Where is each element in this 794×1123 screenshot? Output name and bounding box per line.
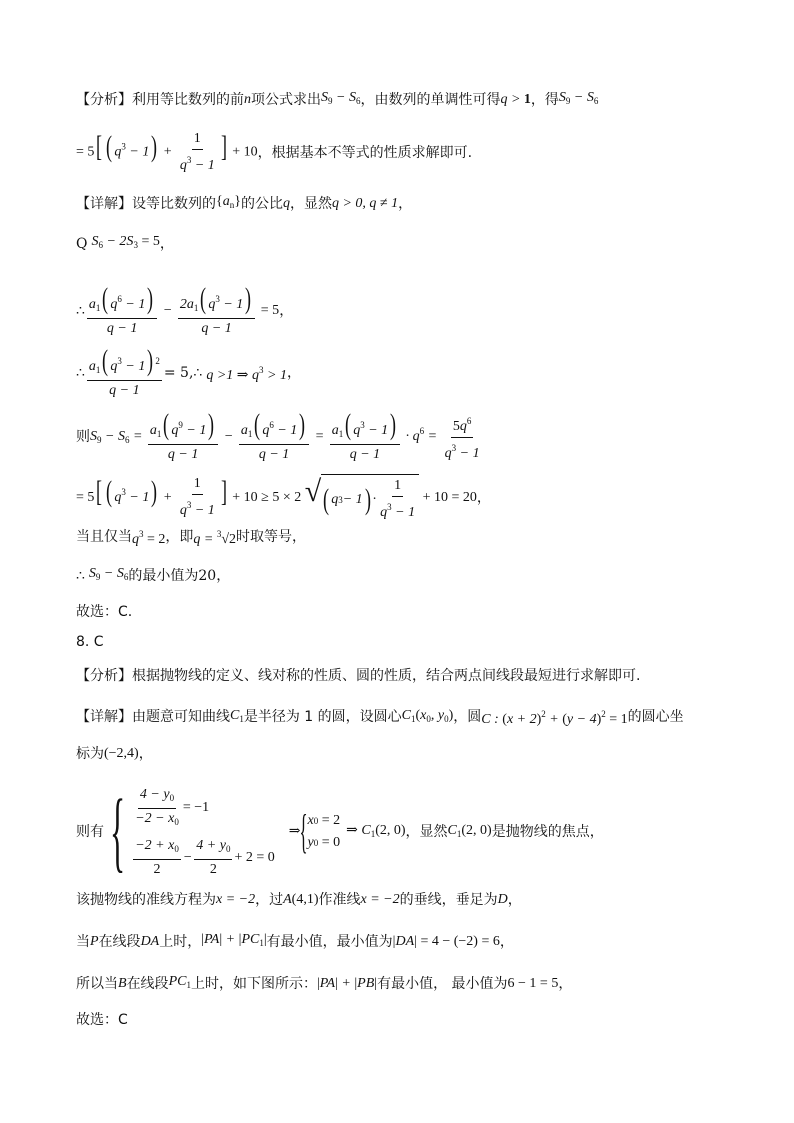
detail-line-8: [76, 564, 754, 587]
text: 有最小值， 最小值为: [377, 975, 508, 992]
detail-8-line-3: [76, 784, 754, 880]
math-expr: $C_1$: [230, 707, 244, 724]
question-8-answer: 8. C: [76, 634, 104, 650]
text: ，: [138, 746, 153, 762]
math-expr: q = $^3$√2: [193, 529, 237, 547]
text: 当且仅当: [76, 529, 132, 545]
text: 该抛物线的准线方程为: [76, 892, 216, 908]
math-expr: B: [118, 975, 127, 991]
text: 在线段: [126, 975, 169, 992]
math-expr: $\frac{a_1( q^6 - 1)}{q - 1}$ − $\frac{2a_1( q^3 - 1)}{q - 1}$ = 5: [88, 282, 280, 336]
text: ，: [499, 933, 514, 950]
text: 当: [76, 933, 90, 950]
text: ，: [398, 195, 413, 212]
math-expr: x = −2: [360, 892, 400, 907]
text: 的圆心坐: [627, 709, 684, 725]
math-expr: DA: [140, 933, 160, 949]
math-expr: |PA| + |PB|: [316, 975, 378, 991]
detail-8-line-5: [76, 930, 754, 953]
detail-8-line-2: [76, 744, 754, 764]
text: 在线段: [98, 933, 141, 950]
equation-system: { $\frac{4 - y_0}{-2 - x_0}$ = −1 $\frac{-2 + x_0}{2}$ − $\frac{4 + y_0}{2}$ + 2 = 0: [110, 782, 275, 881]
text: 是抛物线的焦点，: [491, 824, 604, 840]
math-expr: $q^3 = 2$: [132, 529, 166, 547]
math-expr: $|PA| + |PC_1|$: [201, 932, 267, 948]
text: 20: [198, 567, 217, 584]
text: ，: [159, 235, 174, 252]
text: ，: [279, 303, 294, 319]
therefore-symbol: ∴: [76, 567, 85, 584]
detail-line-6: [76, 474, 754, 522]
text: ，圆: [453, 709, 482, 725]
text: ，根据基本不等式的性质求解即可.: [257, 144, 473, 161]
math-expr: P: [90, 933, 99, 949]
detail-line-1: [76, 192, 754, 215]
math-expr: $S_9 - S_6$ = $\frac{a_1( q^9 - 1)}{q - 1}$ − $\frac{a_1( q^6 - 1)}{q - 1}$ = $\frac{a_1( q^3 - 1)}{q - 1}$ · $q^6$ = $\frac{5q^6}{q^3 - 1}$: [90, 408, 480, 462]
text: 作准线: [318, 892, 361, 908]
text: ，: [216, 567, 231, 584]
text: ，: [476, 490, 491, 506]
text: 根据抛物线的定义、线对称的性质、圆的性质，结合两点间线段最短进行求解即可.: [132, 668, 641, 684]
because-symbol: Q: [76, 235, 88, 252]
math-expr: x = −2: [216, 892, 256, 907]
math-expr: = 5[ ( $q^3 - 1$) + $\frac{1}{q^3 - 1}$ ] + 10 ≥ 5 × 2 √ ( q 3 − 1 ) · $\frac{1}{q^3 - 1}$ + 10 = 20: [76, 475, 477, 520]
therefore-symbol: ∴: [76, 303, 85, 319]
text: = 5,∴: [163, 365, 203, 381]
math-expr: (−2,4): [104, 746, 139, 761]
detail-line-3: [76, 284, 754, 338]
analysis-8-line: [76, 666, 754, 686]
text: ，显然: [289, 195, 332, 212]
detail-tag: 【详解】: [76, 709, 132, 725]
text: 则有: [76, 824, 104, 840]
answer-line-8: 故选：C: [76, 1012, 128, 1028]
math-expr: D: [497, 892, 508, 907]
math-expr: $C_1(2$, 0): [447, 822, 492, 839]
text: 的公比: [240, 195, 283, 212]
math-expr: $S_9 - S_6$: [88, 566, 129, 582]
math-n: n: [244, 91, 251, 107]
detail-line-7: [76, 524, 754, 550]
text: ，由数列的单调性可得: [360, 91, 501, 108]
math-expr: q > 1: [500, 91, 531, 107]
text: 所以当: [76, 975, 118, 992]
therefore-symbol: ∴: [76, 365, 85, 381]
math-expr: $S_6 - 2S_3 = 5$: [91, 234, 160, 250]
solution-system: { x 0 = 2 y 0 = 0: [299, 805, 341, 858]
detail-tag: 【详解】: [76, 195, 132, 212]
math-expr: q > 0, q ≠ 1: [331, 195, 399, 211]
text: 项公式求出: [251, 91, 321, 108]
math-expr: $\frac{a_1( q^3 - 1) ^2}{q - 1}$: [88, 344, 160, 398]
text: 设等比数列的: [132, 195, 216, 212]
detail-line-5: [76, 410, 754, 464]
analysis-line-2: [76, 130, 754, 175]
math-expr: q: [282, 195, 290, 211]
math-expr: $S_9 - S_6$: [558, 90, 599, 106]
text: ，: [558, 975, 573, 992]
math-expr: $PC_1$: [168, 974, 191, 990]
math-expr: ⇒: [288, 824, 301, 839]
text: ，即: [165, 529, 194, 545]
detail-8-line-1: [76, 704, 754, 730]
text: 则: [76, 429, 90, 445]
math-expr: ⇒ $C_1(2$, 0): [346, 822, 406, 839]
detail-8-line-4: [76, 890, 754, 910]
math-expr: |DA| = 4 − (−2) = 6: [392, 933, 500, 949]
math-expr: q >1 ⇒ $q^3 > 1$: [206, 365, 287, 383]
math-expr: $S_9 - S_6$: [321, 90, 361, 106]
text: 由题意可知曲线: [132, 709, 230, 725]
math-expr: $\{a_n\}$: [216, 194, 241, 210]
text: 标为: [76, 746, 104, 762]
text: 上时，如下图所示：: [190, 975, 317, 992]
detail-line-4: [76, 346, 754, 400]
math-expr: = 5[ ( $q^3 - 1$) + $\frac{1}{q^3 - 1}$ ] + 10: [76, 129, 258, 173]
text: 上时，: [159, 933, 202, 950]
math-expr: 6 − 1 = 5: [507, 975, 559, 991]
text: ，: [507, 892, 522, 908]
detail-line-2: [76, 232, 754, 255]
math-expr: $C_1(x_0$, $y_0$): [401, 707, 454, 724]
math-expr: C : $(x + 2)^2 + (y - 4)^2 = 1$: [481, 709, 628, 727]
text: 利用等比数列的前: [132, 91, 244, 108]
text: 的垂线，垂足为: [399, 892, 498, 908]
analysis-tag: 【分析】: [76, 91, 132, 108]
text: 时取等号，: [236, 529, 307, 545]
text: ，显然: [405, 824, 448, 840]
answer-line-7: 故选：C.: [76, 604, 133, 620]
math-expr: A(4,1): [283, 892, 319, 907]
detail-8-line-6: [76, 972, 754, 995]
text: 的最小值为: [128, 567, 199, 584]
analysis-tag: 【分析】: [76, 668, 132, 684]
text: ，: [286, 365, 301, 381]
text: ，过: [255, 892, 284, 908]
text: ，得: [530, 91, 559, 108]
text: 有最小值，最小值为: [266, 933, 393, 950]
text: 是半径为 1 的圆，设圆心: [243, 709, 402, 725]
analysis-line-1: [76, 88, 754, 111]
